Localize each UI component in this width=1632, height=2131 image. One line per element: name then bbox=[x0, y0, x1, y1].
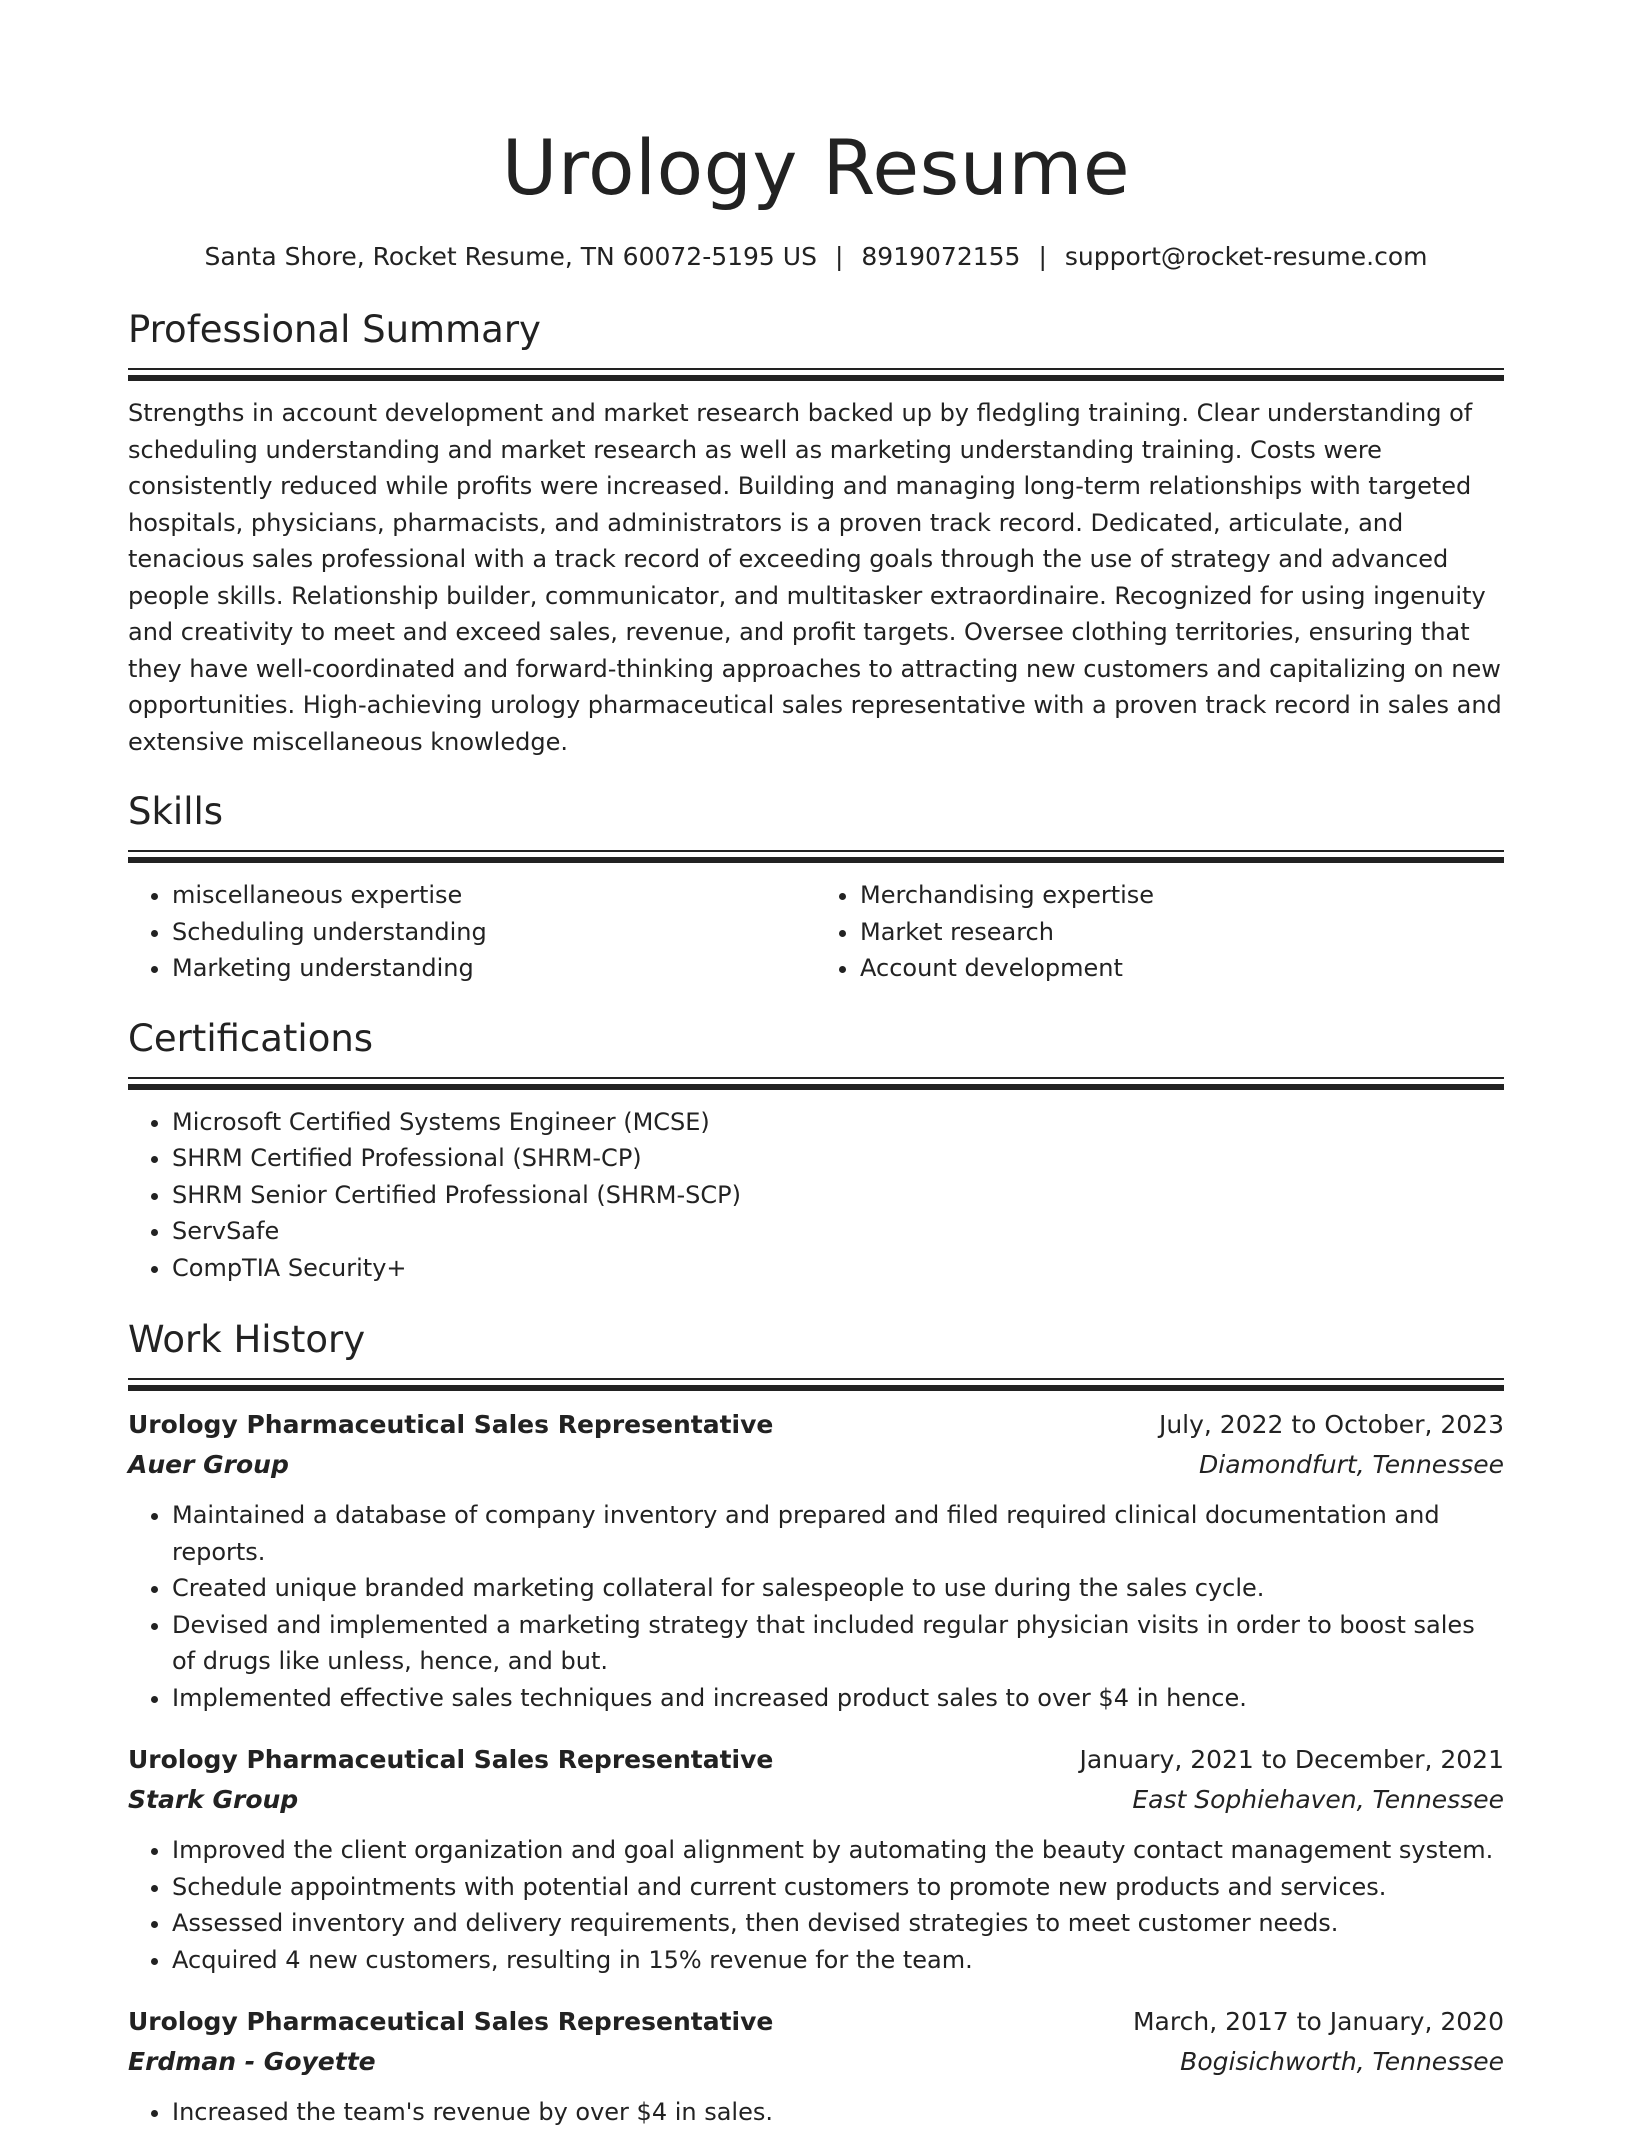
job-header bbox=[128, 1405, 1504, 1445]
certification-item: • SHRM Certified Professional (SHRM-CP) bbox=[172, 1140, 1504, 1177]
certification-item: • SHRM Senior Certified Professional (SHRM-SCP) bbox=[172, 1177, 1504, 1214]
skills-columns bbox=[128, 877, 1504, 987]
certifications-list bbox=[128, 1104, 1504, 1287]
job-title: Urology Pharmaceutical Sales Representative bbox=[128, 1745, 774, 1774]
section-divider bbox=[128, 368, 1504, 370]
summary-text: Strengths in account development and market research backed up by fledgling training. Clear understanding of scheduling understanding and market research as well as marketing understanding training. Costs were consistently reduced while profits were increased. Building and managing long-term relationships with targeted hospitals, physicians, pharmacists, and administrators is a proven track record. Dedicated, articulate, and tenacious sales professional with a track record of exceeding goals through the use of strategy and advanced people skills. Relationship builder, communicator, and multitasker extraordinaire. Recognized for using ingenuity and creativity to meet and exceed sales, revenue, and profit targets. Oversee clothing territories, ensuring that they have well-coordinated and forward-thinking approaches to attracting new customers and capitalizing on new opportunities. High-achieving urology pharmaceutical sales representative with a proven track record in sales and extensive miscellaneous knowledge. bbox=[128, 399, 1502, 756]
certification-item: • CompTIA Security+ bbox=[172, 1250, 1504, 1287]
job-bullet: • Increased the team's revenue by over $4 in sales. bbox=[172, 2094, 1504, 2131]
job-bullet: • Implemented effective sales techniques and increased product sales to over $4 in hence. bbox=[172, 1680, 1504, 1717]
job-bullet: • Created unique branded marketing collateral for salespeople to use during the sales cycle. bbox=[172, 1570, 1504, 1607]
section-title-work-history: Work History bbox=[128, 1318, 366, 1361]
certification-item: • ServSafe bbox=[172, 1213, 1504, 1250]
contact-phone: 8919072155 bbox=[861, 242, 1021, 271]
skills-list-right bbox=[816, 877, 1504, 987]
job-subheader bbox=[128, 1780, 1504, 1820]
section-title-skills: Skills bbox=[128, 790, 224, 833]
contact-separator: | bbox=[1038, 242, 1047, 271]
job-bullet: • Acquired 4 new customers, resulting in 15% revenue for the team. bbox=[172, 1942, 1504, 1979]
section-divider bbox=[128, 850, 1504, 852]
job-entry bbox=[128, 2002, 1504, 2131]
section-divider bbox=[128, 1378, 1504, 1380]
job-bullet: • Maintained a database of company inventory and prepared and filed required clinical documentation and reports. bbox=[172, 1497, 1504, 1570]
job-header bbox=[128, 2002, 1504, 2042]
job-company: Erdman - Goyette bbox=[128, 2047, 376, 2076]
job-dates: January, 2021 to December, 2021 bbox=[1079, 1745, 1504, 1774]
section-divider-thick bbox=[128, 1084, 1504, 1090]
skills-list-left bbox=[128, 877, 816, 987]
job-bullet: • Assessed inventory and delivery requirements, then devised strategies to meet customer needs. bbox=[172, 1905, 1504, 1942]
certification-item: • Microsoft Certified Systems Engineer (MCSE) bbox=[172, 1104, 1504, 1141]
section-title-summary: Professional Summary bbox=[128, 308, 541, 351]
job-bullets bbox=[128, 1497, 1504, 1716]
contact-separator: | bbox=[834, 242, 844, 271]
skill-item: • Merchandising expertise bbox=[860, 877, 1504, 914]
contact-email: support@rocket-resume.com bbox=[1064, 242, 1428, 271]
skill-item: • Account development bbox=[860, 950, 1504, 987]
summary-section bbox=[128, 306, 1504, 760]
skill-item: • Market research bbox=[860, 914, 1504, 951]
job-bullet: • Devised and implemented a marketing strategy that included regular physician visits in order to boost sales of drugs like unless, hence, and but. bbox=[172, 1607, 1504, 1680]
job-company: Auer Group bbox=[128, 1450, 289, 1479]
section-divider-thick bbox=[128, 375, 1504, 381]
section-divider bbox=[128, 1077, 1504, 1079]
job-bullets bbox=[128, 2094, 1504, 2131]
skills-section bbox=[128, 788, 1504, 987]
section-title-certifications: Certifications bbox=[128, 1016, 374, 1060]
job-bullets bbox=[128, 1832, 1504, 1978]
skill-item: • Scheduling understanding bbox=[172, 914, 816, 951]
work-history-section bbox=[128, 1316, 1504, 2131]
job-location: Bogisichworth, Tennessee bbox=[1180, 2047, 1504, 2076]
section-divider-thick bbox=[128, 1385, 1504, 1391]
job-location: Diamondfurt, Tennessee bbox=[1199, 1450, 1504, 1479]
job-company: Stark Group bbox=[128, 1785, 299, 1814]
skill-item: • Marketing understanding bbox=[172, 950, 816, 987]
job-subheader bbox=[128, 2042, 1504, 2082]
job-subheader bbox=[128, 1445, 1504, 1485]
certifications-section bbox=[128, 1015, 1504, 1287]
contact-address: Santa Shore, Rocket Resume, TN 60072-5195 US bbox=[204, 242, 817, 271]
section-divider-thick bbox=[128, 857, 1504, 863]
job-entry bbox=[128, 1740, 1504, 1978]
job-bullet: • Improved the client organization and goal alignment by automating the beauty contact management system. bbox=[172, 1832, 1504, 1869]
contact-line bbox=[128, 240, 1504, 274]
skill-item: • miscellaneous expertise bbox=[172, 877, 816, 914]
job-bullet: • Schedule appointments with potential and current customers to promote new products and services. bbox=[172, 1869, 1504, 1906]
job-title: Urology Pharmaceutical Sales Representative bbox=[128, 1410, 774, 1439]
job-entry bbox=[128, 1405, 1504, 1716]
job-location: East Sophiehaven, Tennessee bbox=[1132, 1785, 1504, 1814]
resume-name: Urology Resume bbox=[501, 123, 1131, 212]
job-header bbox=[128, 1740, 1504, 1780]
job-title: Urology Pharmaceutical Sales Representative bbox=[128, 2007, 774, 2036]
job-dates: March, 2017 to January, 2020 bbox=[1132, 2007, 1504, 2036]
job-dates: July, 2022 to October, 2023 bbox=[1158, 1410, 1504, 1439]
